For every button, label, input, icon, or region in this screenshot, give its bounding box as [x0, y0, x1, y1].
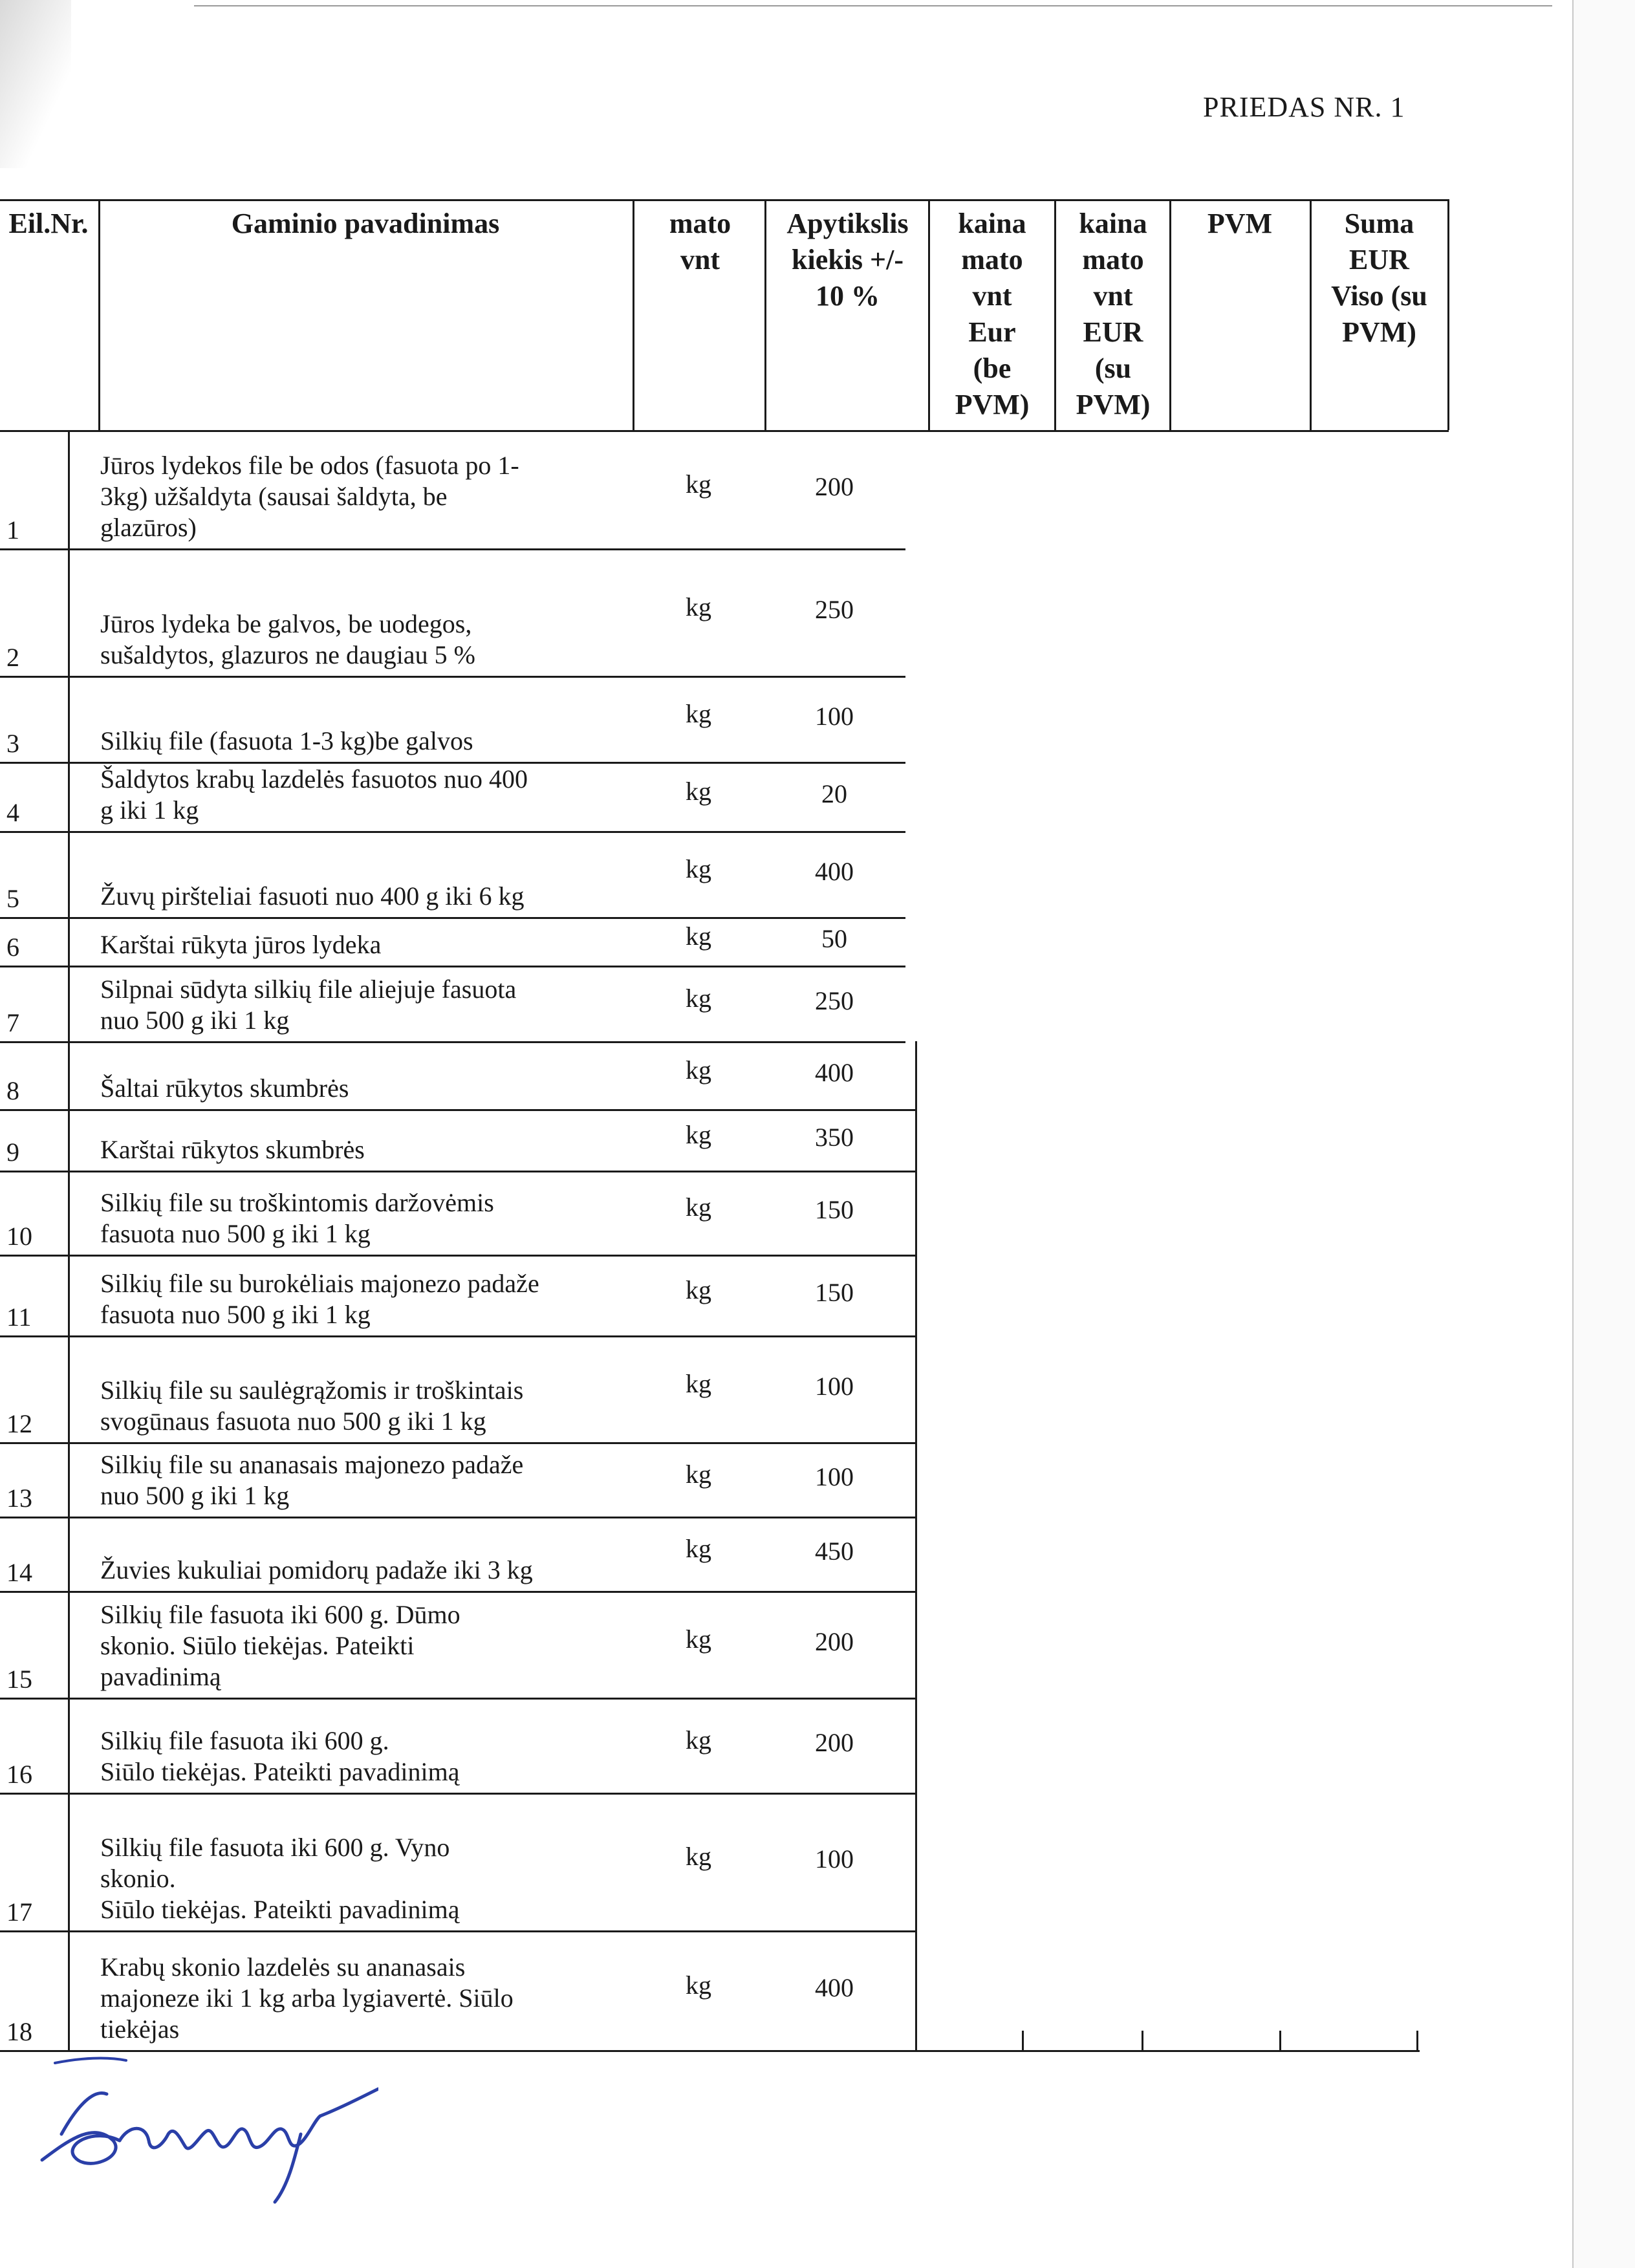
table-row-14-product: [100, 1555, 631, 1586]
table-row-12-product-line: svogūnaus fasuota nuo 500 g iki 1 kg: [100, 1407, 486, 1436]
table-row-14-quantity: [770, 1536, 899, 1567]
table-row-18-number: [6, 2016, 65, 2047]
header-price-without-vat-line: PVM): [955, 389, 1030, 420]
table-row-8-product: [100, 1073, 631, 1104]
table-row-16-number: [6, 1759, 65, 1790]
row-number-divider: [68, 1109, 70, 1171]
row-bottom-border: [0, 831, 905, 833]
row-bottom-border: [0, 917, 905, 919]
table-row-2-product-line: Jūros lydeka be galvos, be uodegos,: [100, 609, 472, 638]
table-row-15-number: [6, 1664, 65, 1695]
table-row-16-unit: [637, 1725, 760, 1756]
row-bottom-border: [0, 1255, 915, 1257]
table-row-12-quantity-line: 100: [815, 1371, 854, 1401]
table-row-16-product: [100, 1725, 631, 1787]
table-row-9-product: [100, 1134, 631, 1165]
table-row-1-unit: [637, 469, 760, 500]
table-row-3-unit: [637, 698, 760, 729]
table-row-13-quantity: [770, 1462, 899, 1493]
row-bottom-border: [0, 966, 905, 967]
header-price-without-vat-line: mato: [961, 244, 1023, 275]
row-number-divider: [68, 831, 70, 917]
table-row-14-unit: [637, 1533, 760, 1564]
table-row-11-unit: [637, 1275, 760, 1306]
row-bottom-border: [0, 1517, 915, 1518]
header-total-line: Viso (su: [1331, 280, 1427, 312]
table-row-16-quantity-line: 200: [815, 1727, 854, 1757]
table-row-3-quantity: [770, 701, 899, 732]
table-row-17-unit-line: kg: [686, 1841, 711, 1871]
header-unit-line: vnt: [680, 244, 720, 275]
table-row-16-product-line: Siūlo tiekėjas. Pateikti pavadinimą: [100, 1757, 460, 1786]
table-row-5-unit-line: kg: [686, 854, 711, 883]
table-row-6-number: [6, 932, 65, 963]
header-price-with-vat: [1058, 206, 1168, 423]
table-row-18-unit: [637, 1970, 760, 2001]
row-bottom-border: [0, 1109, 915, 1111]
table-row-9-unit: [637, 1119, 760, 1150]
table-row-2-unit: [637, 592, 760, 623]
header-number: [0, 206, 97, 242]
table-row-13-number: [6, 1483, 65, 1514]
table-row-6-quantity: [770, 923, 899, 955]
table-row-7-product-line: nuo 500 g iki 1 kg: [100, 1006, 290, 1035]
header-column-divider: [764, 199, 766, 430]
table-row-17-product-line: Siūlo tiekėjas. Pateikti pavadinimą: [100, 1895, 460, 1924]
table-row-7-number: [6, 1008, 65, 1039]
row-number-divider: [68, 548, 70, 676]
header-quantity-line: 10 %: [816, 280, 880, 312]
table-row-18-quantity-line: 400: [815, 1972, 854, 2002]
table-row-8-number: [6, 1075, 65, 1107]
table-row-13-unit-line: kg: [686, 1459, 711, 1489]
table-row-15-product-line: skonio. Siūlo tiekėjas. Pateikti: [100, 1631, 415, 1660]
header-price-without-vat-line: (be: [973, 352, 1012, 384]
table-row-4-product: [100, 764, 631, 826]
table-row-4-quantity-line: 20: [821, 779, 847, 808]
table-row-17-product: [100, 1832, 631, 1925]
header-column-divider: [1310, 199, 1312, 430]
header-total-line: Suma: [1344, 208, 1414, 239]
table-row-7-number-line: 7: [6, 1008, 19, 1037]
table-row-17-quantity-line: 100: [815, 1844, 854, 1874]
row-bottom-border: [0, 1591, 915, 1593]
table-row-6-quantity-line: 50: [821, 923, 847, 953]
header-price-without-vat-line: Eur: [968, 316, 1016, 348]
table-row-18-quantity: [770, 1972, 899, 2003]
table-row-7-product-line: Silpnai sūdyta silkių file aliejuje fasuota: [100, 975, 517, 1004]
header-unit-line: mato: [669, 208, 731, 239]
row-number-divider: [68, 966, 70, 1041]
header-price-with-vat-line: vnt: [1093, 280, 1133, 312]
table-row-18-product: [100, 1952, 631, 2045]
table-row-15-product-line: pavadinimą: [100, 1662, 221, 1691]
table-row-2-quantity: [770, 594, 899, 625]
header-price-with-vat-line: (su: [1094, 352, 1132, 384]
table-row-15-product-line: Silkių file fasuota iki 600 g. Dūmo: [100, 1600, 460, 1629]
table-row-12-unit-line: kg: [686, 1368, 711, 1398]
table-row-2-quantity-line: 250: [815, 594, 854, 624]
row-number-divider: [68, 762, 70, 831]
table-row-4-product-line: g iki 1 kg: [100, 795, 199, 825]
table-row-13-product-line: nuo 500 g iki 1 kg: [100, 1481, 290, 1510]
table-row-1-unit-line: kg: [686, 469, 711, 499]
bottom-column-tick: [1022, 2031, 1024, 2050]
table-row-15-number-line: 15: [6, 1665, 32, 1694]
table-row-4-number-line: 4: [6, 798, 19, 827]
table-row-14-quantity-line: 450: [815, 1536, 854, 1566]
header-price-with-vat-line: mato: [1082, 244, 1144, 275]
table-row-6-number-line: 6: [6, 933, 19, 962]
handwritten-signature: [16, 2044, 378, 2212]
table-row-9-unit-line: kg: [686, 1119, 711, 1149]
table-row-12-quantity: [770, 1371, 899, 1402]
table-row-1-product-line: Jūros lydekos file be odos (fasuota po 1-: [100, 451, 519, 480]
table-row-14-number-line: 14: [6, 1558, 32, 1587]
row-number-divider: [68, 1041, 70, 1109]
table-row-17-unit: [637, 1841, 760, 1872]
row-bottom-border: [0, 1041, 905, 1043]
table-row-3-product: [100, 726, 631, 757]
scan-edge-line: [194, 5, 1552, 6]
table-row-17-product-line: skonio.: [100, 1864, 176, 1893]
table-row-13-quantity-line: 100: [815, 1462, 854, 1491]
table-row-9-quantity: [770, 1122, 899, 1153]
table-row-1-product-line: glazūros): [100, 513, 197, 542]
table-row-17-number: [6, 1897, 65, 1928]
header-quantity-line: Apytikslis: [786, 208, 909, 239]
bottom-column-tick: [1279, 2031, 1281, 2050]
table-row-3-unit-line: kg: [686, 698, 711, 728]
table-row-5-product-line: Žuvų piršteliai fasuoti nuo 400 g iki 6 kg: [100, 881, 525, 911]
header-vat: [1172, 206, 1308, 242]
row-number-divider: [68, 1930, 70, 2050]
row-number-divider: [68, 1171, 70, 1255]
header-price-with-vat-line: PVM): [1076, 389, 1151, 420]
header-unit: [637, 206, 763, 278]
header-price-with-vat-line: kaina: [1079, 208, 1147, 239]
table-row-10-unit-line: kg: [686, 1193, 711, 1222]
header-column-divider: [1169, 199, 1171, 430]
row-bottom-border: [0, 548, 905, 550]
table-row-2-unit-line: kg: [686, 592, 711, 621]
table-row-9-product-line: Karštai rūkytos skumbrės: [100, 1135, 365, 1164]
table-row-5-quantity: [770, 856, 899, 887]
row-number-divider: [68, 917, 70, 966]
table-row-5-number-line: 5: [6, 884, 19, 913]
table-row-5-quantity-line: 400: [815, 856, 854, 886]
table-row-7-quantity: [770, 986, 899, 1017]
row-bottom-border: [0, 1335, 915, 1337]
row-number-divider: [68, 1698, 70, 1793]
header-product-name: [103, 206, 627, 242]
header-vat-line: PVM: [1207, 208, 1273, 239]
table-row-7-product: [100, 974, 631, 1036]
table-row-12-product: [100, 1375, 631, 1437]
header-quantity-line: kiekis +/-: [792, 244, 904, 275]
table-row-11-quantity-line: 150: [815, 1277, 854, 1307]
table-row-10-number-line: 10: [6, 1222, 32, 1251]
table-row-7-unit-line: kg: [686, 983, 711, 1013]
header-bottom-border: [0, 430, 1449, 432]
table-row-14-product-line: Žuvies kukuliai pomidorų padaže iki 3 kg: [100, 1555, 533, 1584]
table-row-4-unit: [637, 776, 760, 807]
table-row-3-number: [6, 728, 65, 759]
table-row-3-quantity-line: 100: [815, 701, 854, 731]
table-row-5-product: [100, 881, 631, 912]
header-product-name-line: Gaminio pavadinimas: [231, 208, 500, 239]
table-row-17-quantity: [770, 1844, 899, 1875]
table-row-3-product-line: Silkių file (fasuota 1-3 kg)be galvos: [100, 726, 473, 755]
table-row-8-product-line: Šaltai rūkytos skumbrės: [100, 1074, 349, 1103]
header-total-line: PVM): [1342, 316, 1416, 348]
table-row-15-quantity-line: 200: [815, 1626, 854, 1656]
table-row-18-product-line: tiekėjas: [100, 2014, 180, 2044]
table-row-11-number-line: 11: [6, 1302, 32, 1332]
table-row-11-quantity: [770, 1277, 899, 1308]
row-number-divider: [68, 1442, 70, 1517]
table-row-11-product-line: Silkių file su burokėliais majonezo padaže: [100, 1269, 539, 1298]
row-bottom-border: [0, 1793, 915, 1795]
scan-fold-shadow: [0, 0, 71, 168]
table-row-4-number: [6, 797, 65, 828]
table-row-10-unit: [637, 1192, 760, 1223]
table-row-2-number: [6, 642, 65, 673]
table-row-9-number: [6, 1137, 65, 1168]
header-column-divider: [1054, 199, 1056, 430]
header-price-with-vat-line: EUR: [1083, 316, 1143, 348]
bottom-price-border: [915, 2050, 1420, 2052]
header-total: [1313, 206, 1446, 351]
row-number-divider: [68, 1335, 70, 1442]
table-row-3-number-line: 3: [6, 729, 19, 758]
row-number-divider: [68, 676, 70, 762]
table-row-18-unit-line: kg: [686, 1970, 711, 2000]
table-row-15-unit: [637, 1624, 760, 1655]
header-top-border: [0, 199, 1449, 201]
row-number-divider: [68, 1517, 70, 1591]
table-row-4-product-line: Šaldytos krabų lazdelės fasuotos nuo 400: [100, 764, 528, 794]
qty-column-right-border: [915, 1041, 917, 2050]
table-row-8-unit: [637, 1055, 760, 1086]
table-row-1-quantity-line: 200: [815, 471, 854, 501]
header-number-line: Eil.Nr.: [8, 208, 89, 239]
table-row-10-product-line: fasuota nuo 500 g iki 1 kg: [100, 1219, 371, 1248]
header-quantity: [768, 206, 927, 314]
table-row-8-quantity-line: 400: [815, 1057, 854, 1087]
table-row-17-number-line: 17: [6, 1897, 32, 1927]
bottom-column-tick: [1416, 2031, 1418, 2050]
table-row-10-number: [6, 1221, 65, 1252]
table-row-6-product: [100, 929, 631, 960]
table-row-6-product-line: Karštai rūkyta jūros lydeka: [100, 930, 382, 959]
table-row-6-unit-line: kg: [686, 921, 711, 951]
table-row-9-number-line: 9: [6, 1138, 19, 1167]
row-bottom-border: [0, 1930, 915, 1932]
table-row-1-number-line: 1: [6, 515, 19, 545]
table-row-11-product-line: fasuota nuo 500 g iki 1 kg: [100, 1300, 371, 1329]
table-row-14-unit-line: kg: [686, 1533, 711, 1563]
table-row-7-unit: [637, 983, 760, 1014]
table-row-5-number: [6, 883, 65, 914]
row-bottom-border: [0, 1698, 915, 1700]
table-row-15-unit-line: kg: [686, 1624, 711, 1654]
table-row-2-product: [100, 609, 631, 671]
table-row-7-quantity-line: 250: [815, 986, 854, 1015]
table-row-12-product-line: Silkių file su saulėgrąžomis ir troškintais: [100, 1376, 524, 1405]
table-row-14-number: [6, 1557, 65, 1588]
header-price-without-vat: [931, 206, 1053, 423]
row-number-divider: [68, 1591, 70, 1698]
appendix-title: PRIEDAS NR. 1: [1203, 91, 1405, 123]
header-column-divider: [1447, 199, 1449, 430]
table-row-18-product-line: majoneze iki 1 kg arba lygiavertė. Siūlo: [100, 1983, 514, 2013]
table-row-11-unit-line: kg: [686, 1275, 711, 1304]
table-row-16-product-line: Silkių file fasuota iki 600 g.: [100, 1726, 389, 1755]
table-row-1-product: [100, 450, 631, 543]
bottom-column-tick: [1142, 2031, 1143, 2050]
row-number-divider: [68, 1255, 70, 1335]
row-bottom-border: [0, 1442, 915, 1444]
table-row-10-product-line: Silkių file su troškintomis daržovėmis: [100, 1188, 494, 1217]
header-column-divider: [633, 199, 634, 430]
table-row-12-number: [6, 1409, 65, 1440]
table-row-17-product-line: Silkių file fasuota iki 600 g. Vyno: [100, 1833, 450, 1862]
table-row-13-product: [100, 1449, 631, 1511]
table-row-8-number-line: 8: [6, 1076, 19, 1105]
row-number-divider: [68, 430, 70, 548]
table-row-10-quantity-line: 150: [815, 1195, 854, 1224]
row-bottom-border: [0, 676, 905, 678]
table-row-16-quantity: [770, 1727, 899, 1758]
table-row-10-quantity: [770, 1194, 899, 1226]
table-row-15-product: [100, 1599, 631, 1692]
table-row-18-product-line: Krabų skonio lazdelės su ananasais: [100, 1952, 466, 1982]
table-row-1-product-line: 3kg) užšaldyta (sausai šaldyta, be: [100, 482, 448, 511]
scan-right-edge: [1572, 0, 1635, 2268]
table-row-11-product: [100, 1268, 631, 1330]
header-column-divider: [928, 199, 930, 430]
table-row-9-quantity-line: 350: [815, 1122, 854, 1152]
table-row-16-unit-line: kg: [686, 1725, 711, 1755]
table-row-10-product: [100, 1187, 631, 1249]
header-price-without-vat-line: vnt: [972, 280, 1012, 312]
header-column-divider: [98, 199, 100, 430]
table-row-1-quantity: [770, 471, 899, 502]
table-row-13-product-line: Silkių file su ananasais majonezo padaže: [100, 1450, 524, 1479]
table-row-1-number: [6, 515, 65, 546]
table-row-4-quantity: [770, 779, 899, 810]
row-bottom-border: [0, 1171, 915, 1172]
table-row-8-quantity: [770, 1057, 899, 1088]
table-row-6-unit: [637, 921, 760, 952]
header-total-line: EUR: [1349, 244, 1409, 275]
table-row-4-unit-line: kg: [686, 776, 711, 806]
table-row-13-unit: [637, 1459, 760, 1490]
table-row-11-number: [6, 1302, 65, 1333]
table-row-15-quantity: [770, 1626, 899, 1658]
header-price-without-vat-line: kaina: [958, 208, 1026, 239]
table-row-2-number-line: 2: [6, 643, 19, 672]
table-row-18-number-line: 18: [6, 2017, 32, 2046]
table-row-12-number-line: 12: [6, 1409, 32, 1438]
table-row-2-product-line: sušaldytos, glazuros ne daugiau 5 %: [100, 640, 475, 669]
row-number-divider: [68, 1793, 70, 1930]
table-row-5-unit: [637, 854, 760, 885]
table-row-8-unit-line: kg: [686, 1055, 711, 1085]
table-row-13-number-line: 13: [6, 1484, 32, 1513]
table-row-16-number-line: 16: [6, 1760, 32, 1789]
table-row-12-unit: [637, 1368, 760, 1399]
